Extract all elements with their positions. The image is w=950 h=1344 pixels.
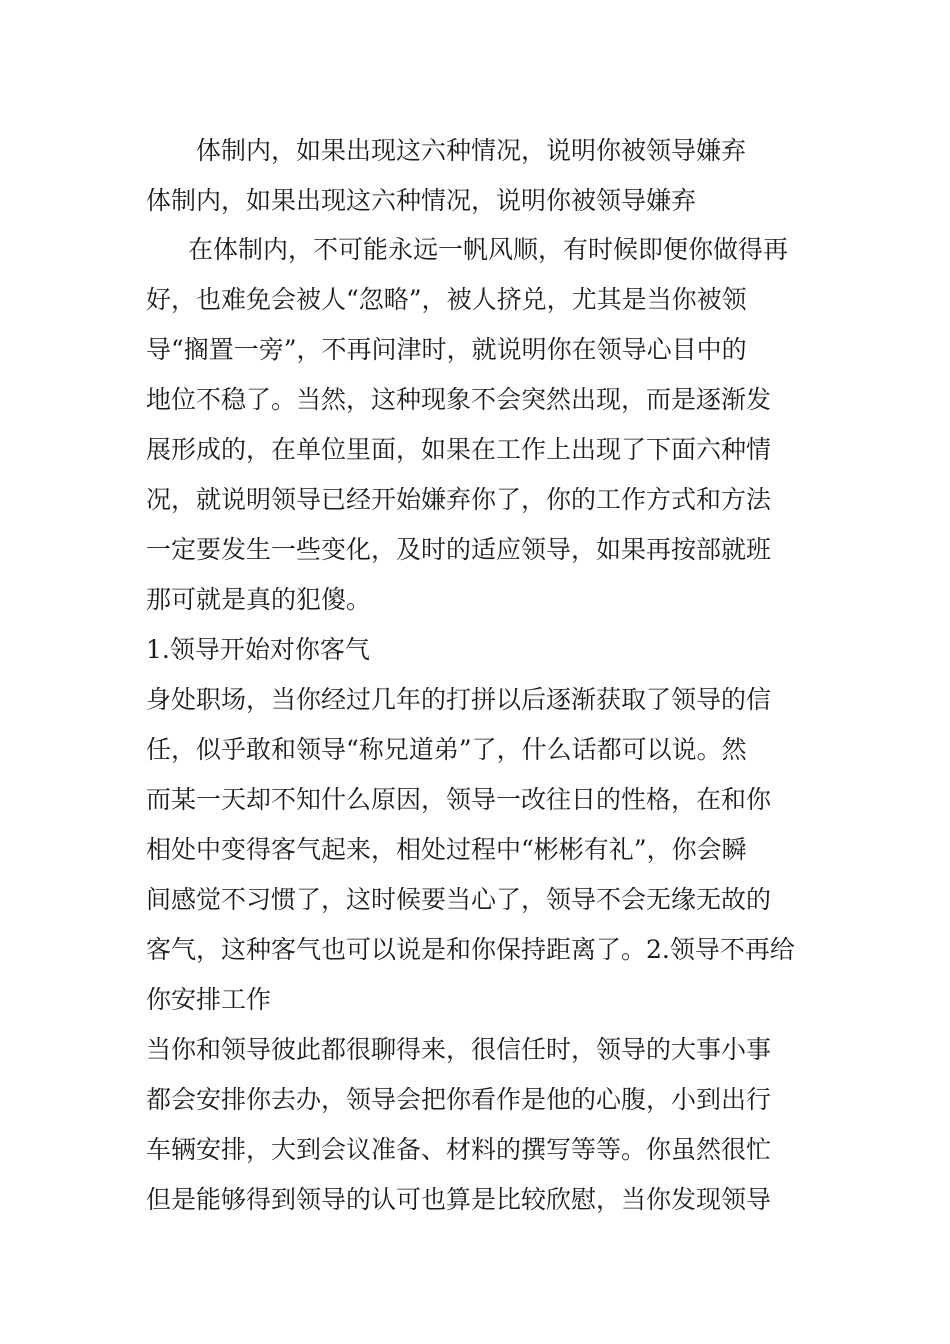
body-line: 当你和领导彼此都很聊得来，很信任时，领导的大事小事 [146,1035,772,1064]
body-line: 相处中变得客气起来，相处过程中“彬彬有礼”，你会瞬 [146,835,747,864]
body-line: 一定要发生一些变化，及时的适应领导，如果再按部就班 [146,535,772,564]
body-line: 身处职场，当你经过几年的打拼以后逐渐获取了领导的信 [146,685,772,714]
body-line: 地位不稳了。当然，这种现象不会突然出现，而是逐渐发 [146,385,772,414]
body-line: 客气，这种客气也可以说是和你保持距离了。2.领导不再给 [146,935,795,964]
body-line: 但是能够得到领导的认可也算是比较欣慰，当你发现领导 [146,1185,772,1214]
body-line: 都会安排你去办，领导会把你看作是他的心腹，小到出行 [146,1085,772,1114]
body-line: 好，也难免会被人“忽略”，被人挤兑，尤其是当你被领 [146,285,747,314]
body-line: 间感觉不习惯了，这时候要当心了，领导不会无缘无故的 [146,885,772,914]
body-line: 况，就说明领导已经开始嫌弃你了，你的工作方式和方法 [146,485,772,514]
body-line: 而某一天却不知什么原因，领导一改往日的性格，在和你 [146,785,772,814]
section-heading: 1.领导开始对你客气 [146,635,370,664]
document-title: 体制内，如果出现这六种情况，说明你被领导嫌弃 [196,136,747,165]
document-subtitle: 体制内，如果出现这六种情况，说明你被领导嫌弃 [146,186,697,215]
body-line: 在体制内，不可能永远一帆风顺，有时候即便你做得再 [188,235,789,264]
body-line: 你安排工作 [146,985,272,1014]
body-line: 展形成的，在单位里面，如果在工作上出现了下面六种情 [146,435,772,464]
body-line: 导“搁置一旁”，不再问津时，就说明你在领导心目中的 [146,335,747,364]
body-line: 那可就是真的犯傻。 [146,585,372,614]
body-line: 车辆安排，大到会议准备、材料的撰写等等。你虽然很忙 [146,1135,772,1164]
body-line: 任，似乎敢和领导“称兄道弟”了，什么话都可以说。然 [146,735,747,764]
